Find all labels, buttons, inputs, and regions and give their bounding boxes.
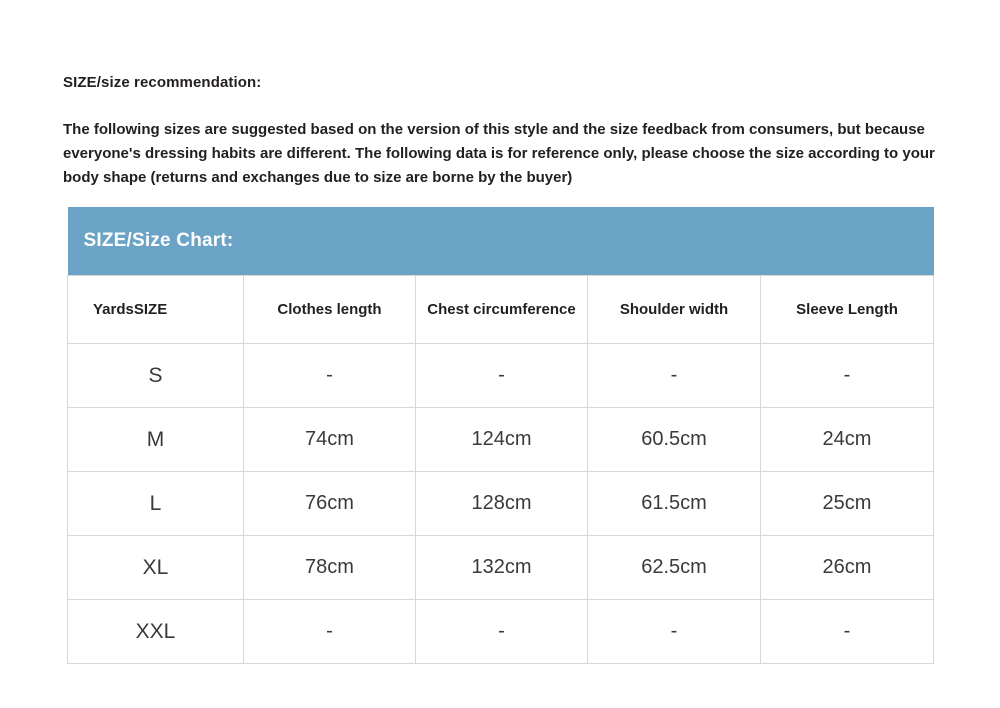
table-banner-row <box>68 207 934 276</box>
cell-chest-circumference: 132cm <box>416 536 588 600</box>
row-size-label: S <box>68 344 244 408</box>
row-size-label: L <box>68 472 244 536</box>
cell-shoulder-width: - <box>588 344 761 408</box>
table-banner: SIZE/Size Chart: <box>68 207 934 276</box>
cell-clothes-length: - <box>244 600 416 664</box>
cell-clothes-length: - <box>244 344 416 408</box>
cell-shoulder-width: 62.5cm <box>588 536 761 600</box>
cell-clothes-length: 76cm <box>244 472 416 536</box>
column-header-chest-circumference: Chest circumference <box>416 276 588 344</box>
column-header-shoulder-width: Shoulder width <box>588 276 761 344</box>
intro-paragraph: The following sizes are suggested based on the version of this style and the size feedback from consumers, but because everyone's dressing habits are different. The following data is for reference only, please choose the size according to your body shape (returns and exchanges due to size are borne by the buyer) <box>63 121 935 186</box>
cell-chest-circumference: - <box>416 600 588 664</box>
row-size-label: M <box>68 408 244 472</box>
cell-sleeve-length: 25cm <box>761 472 934 536</box>
page-title: SIZE/size recommendation: <box>63 74 262 91</box>
table-row <box>68 344 934 408</box>
table-row <box>68 472 934 536</box>
cell-clothes-length: 78cm <box>244 536 416 600</box>
cell-shoulder-width: - <box>588 600 761 664</box>
cell-chest-circumference: 124cm <box>416 408 588 472</box>
column-header-clothes-length: Clothes length <box>244 276 416 344</box>
row-size-label: XL <box>68 536 244 600</box>
cell-shoulder-width: 61.5cm <box>588 472 761 536</box>
cell-sleeve-length: 26cm <box>761 536 934 600</box>
cell-sleeve-length: - <box>761 600 934 664</box>
table-header-row <box>68 276 934 344</box>
cell-clothes-length: 74cm <box>244 408 416 472</box>
cell-sleeve-length: 24cm <box>761 408 934 472</box>
size-chart-table <box>67 207 934 664</box>
table-row <box>68 536 934 600</box>
cell-sleeve-length: - <box>761 344 934 408</box>
table-row <box>68 408 934 472</box>
row-size-label: XXL <box>68 600 244 664</box>
cell-chest-circumference: - <box>416 344 588 408</box>
cell-shoulder-width: 60.5cm <box>588 408 761 472</box>
cell-chest-circumference: 128cm <box>416 472 588 536</box>
column-header-sleeve-length: Sleeve Length <box>761 276 934 344</box>
table-row <box>68 600 934 664</box>
column-header-size: YardsSIZE <box>68 276 244 344</box>
